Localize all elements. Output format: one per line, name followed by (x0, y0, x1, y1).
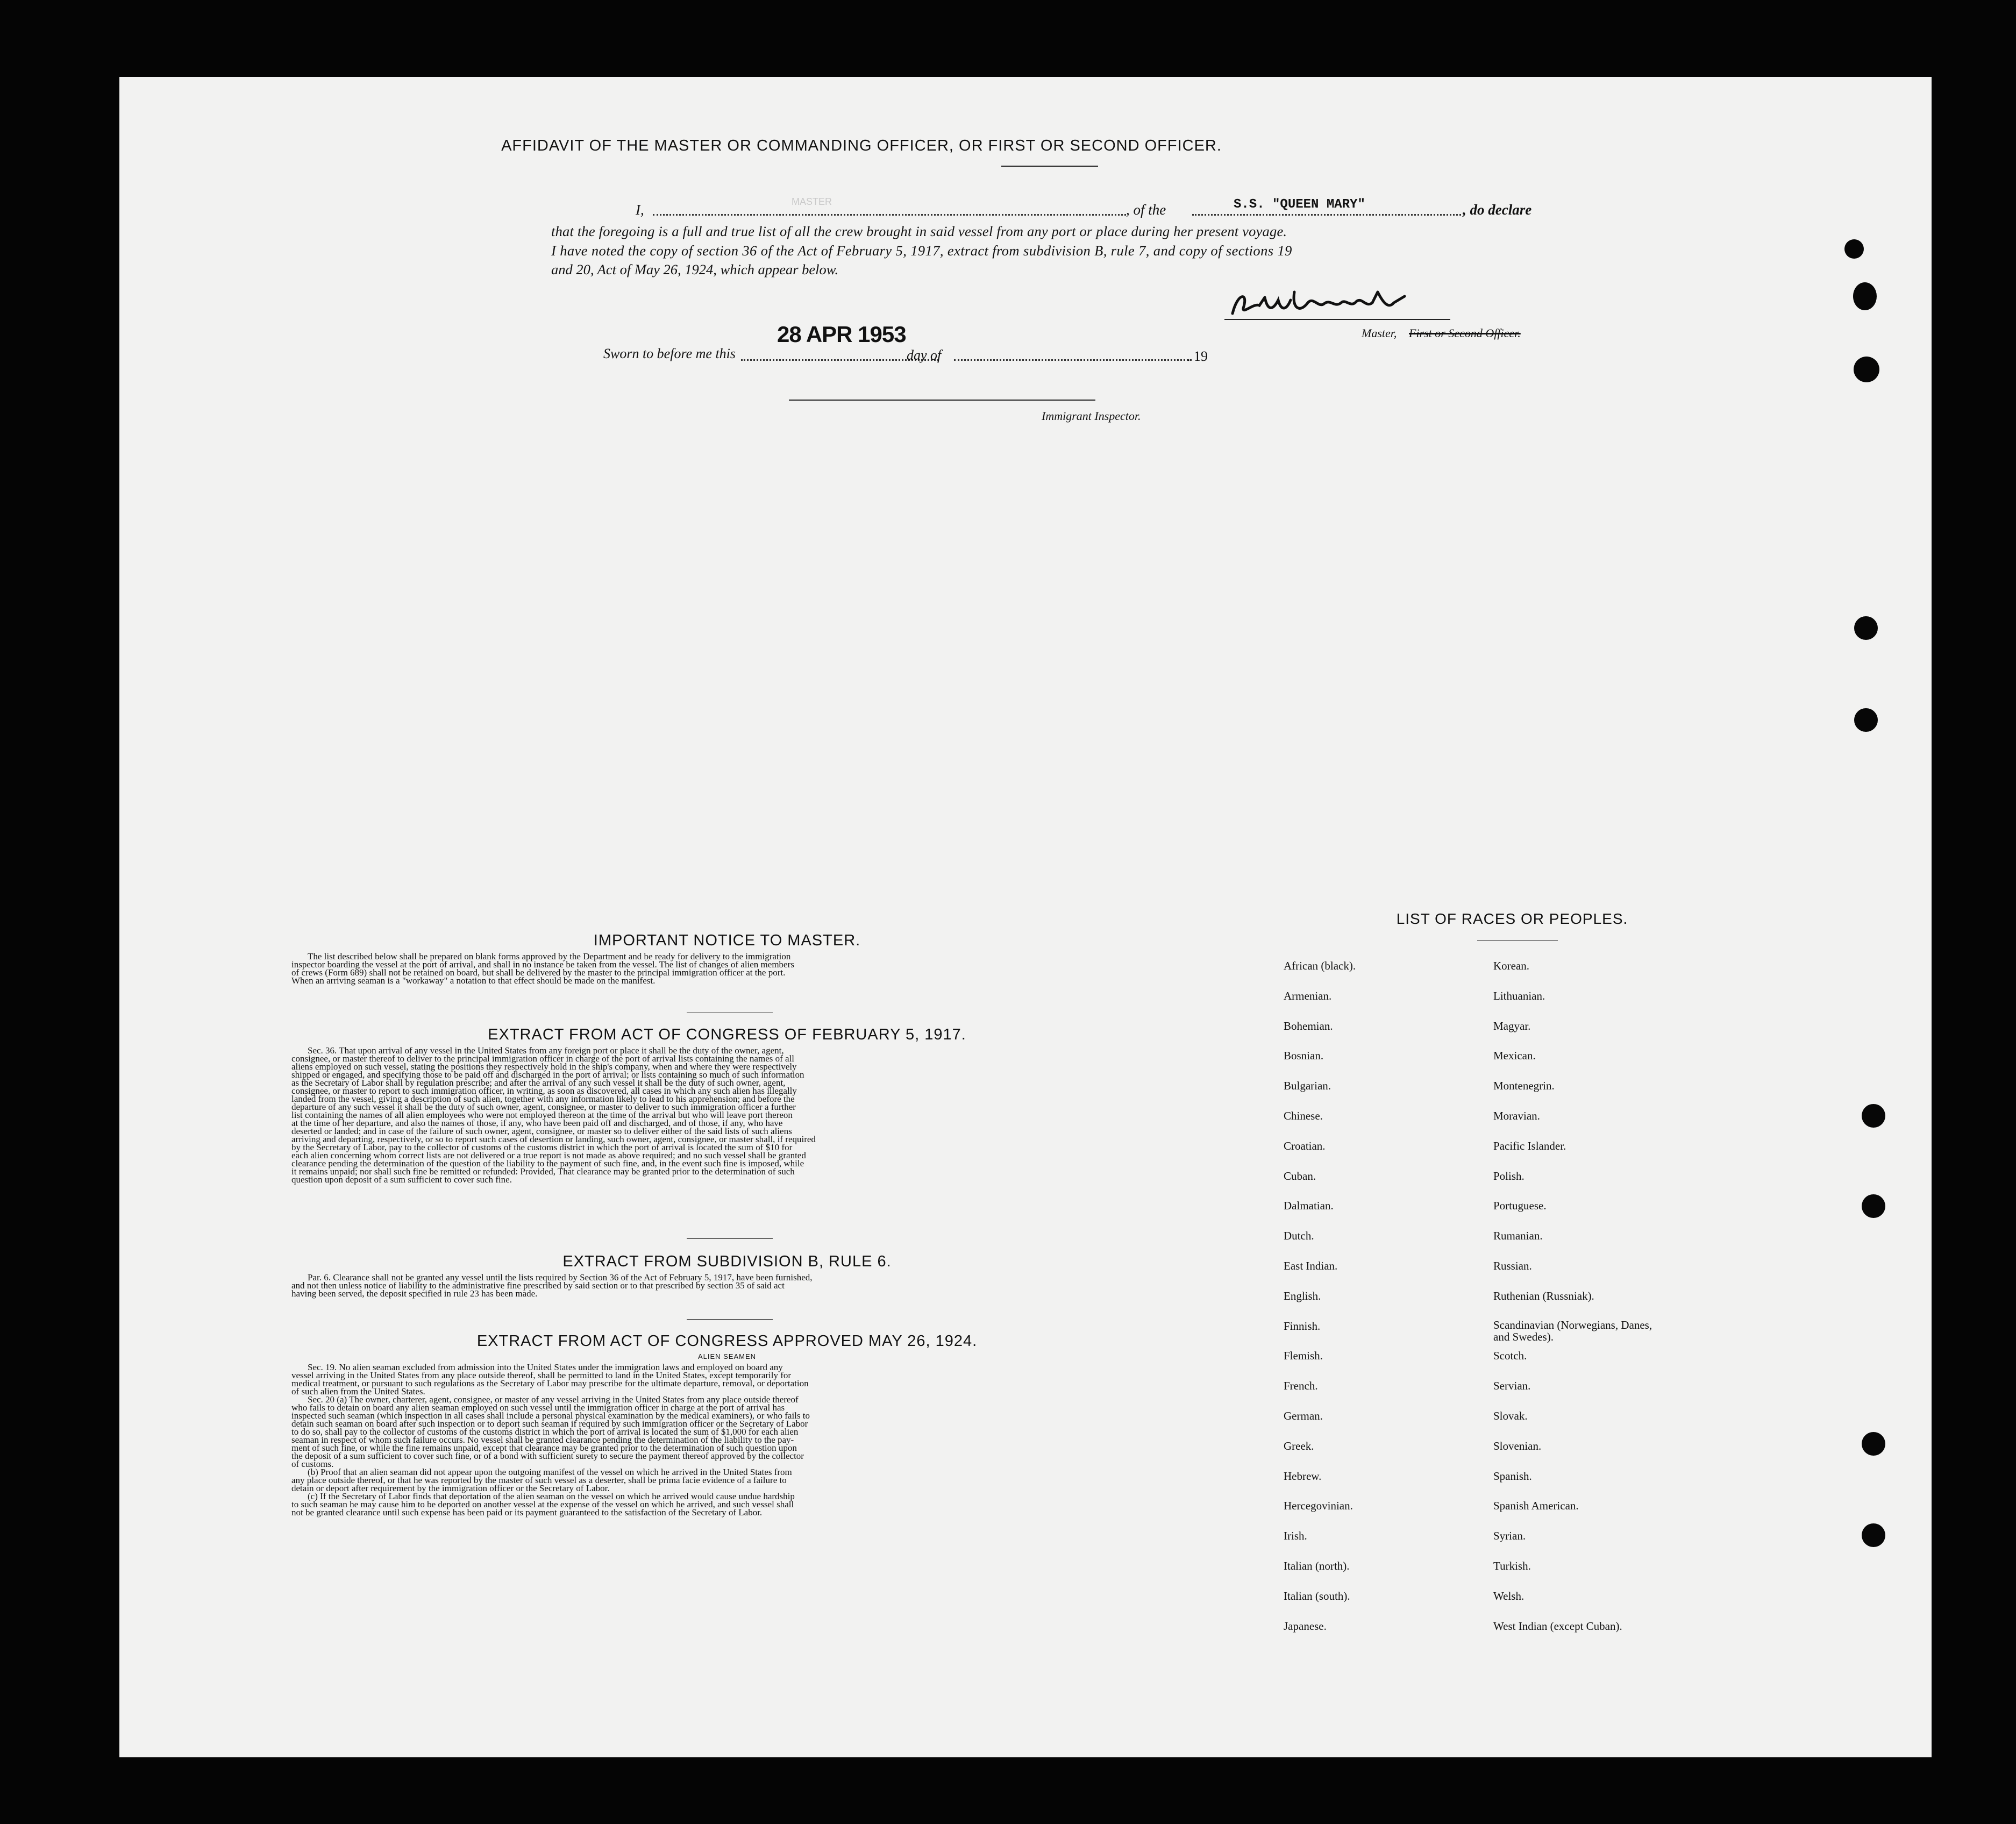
extract-1917-line: list containing the names of all alien employees who were not employed thereon at the time of the arrival but who will leave port thereon (291, 1110, 793, 1120)
name-line (653, 214, 1126, 216)
punch-hole (1853, 282, 1877, 310)
race-item: Italian (north). (1284, 1559, 1350, 1572)
extract-1924-line: (c) If the Secretary of Labor finds that deportation of the alien seaman on the vessel on which he arrived would cause undue hardship (308, 1491, 795, 1501)
extract-1924-line: to do so, shall pay to the collector of customs of the customs district in which the port of arrival is located the sum of $1,000 for each alien (291, 1427, 799, 1437)
extract-1924-line: inspected such seaman (which inspection in all cases shall include a personal physical examination by the medical examiners), or who fails to (291, 1410, 810, 1421)
name-value: MASTER (792, 196, 832, 207)
extract-1917-line: deserted or landed; and in case of the failure of such owner, agent, consignee, or master so to deliver either of the said lists of such aliens (291, 1126, 792, 1136)
race-item: Russian. (1493, 1259, 1532, 1272)
race-item: East Indian. (1284, 1259, 1338, 1272)
race-item: Bohemian. (1284, 1019, 1333, 1032)
vessel-line (1192, 214, 1461, 216)
extract-1917-line: shipped or engaged, and specifying those to be paid off and discharged in the port of arrival; or lists containing so much of such information (291, 1070, 804, 1080)
notice-line: of crews (Form 689) shall not be retained on board, but shall be delivered by the master to the principal immigration officer at the port. (291, 967, 786, 978)
notice-title: IMPORTANT NOTICE TO MASTER. (593, 932, 861, 949)
extract-1924-line: detain or deport after requirement by the immigration officer or the Secretary of Labor. (291, 1483, 610, 1493)
race-item: Bosnian. (1284, 1049, 1324, 1063)
master-signature (1227, 281, 1421, 324)
race-item: African (black). (1284, 959, 1356, 972)
extract-1924-line: (b) Proof that an alien seaman did not appear upon the outgoing manifest of the vessel on which he arrived in the United States from (308, 1467, 792, 1477)
extract-1924-line: ment of such fine, or while the fine remains unpaid, except that clearance may be granted prior to the determination of such question upon (291, 1443, 797, 1453)
notice-line: When an arriving seaman is a "workaway" a notation to that effect should be made on the manifest. (291, 975, 656, 986)
race-item: English. (1284, 1289, 1321, 1302)
struck-officer-label: First or Second Officer. (1409, 326, 1521, 340)
extract-1924-line: medical treatment, or pursuant to such regulations as the Secretary of Labor may prescribe for the ultimate departure, removal, or deportation (291, 1378, 809, 1388)
races-right-column (1493, 959, 1687, 1649)
extract-1924-line: the deposit of a sum sufficient to cover such fine, or of a bond with sufficient surety to secure the payment thereof approved by the collector (291, 1451, 804, 1461)
subdivision-b-text (291, 1273, 1157, 1298)
extract-1924-line: of such alien from the United States. (291, 1386, 425, 1396)
race-item: Pacific Islander. (1493, 1139, 1566, 1152)
extract-1924-line: seaman in respect of whom such failure occurs. No vessel shall be granted clearance pending the determination of the liability to the pay- (291, 1435, 794, 1445)
extract-1917-line: arriving and departing, respectively, or so to report such cases of desertion or landing, such owner, agent, consignee, or master shall, if required (291, 1134, 816, 1144)
extract-1917-text (291, 1046, 1157, 1184)
extract-1924-line: of customs. (291, 1459, 334, 1469)
extract-1924-line: to such seaman he may cause him to be deported on another vessel at the expense of the vessel on which he arrived, and such vessel shall (291, 1499, 794, 1509)
subdivision-b-title: EXTRACT FROM SUBDIVISION B, RULE 6. (562, 1253, 892, 1270)
extract-1924-line: vessel arriving in the United States from any place outside thereof, shall be permitted to land in the United States, except temporarily for (291, 1370, 792, 1380)
subdivision-b-line: Par. 6. Clearance shall not be granted any vessel until the lists required by Section 36 of the Act of February 5, 1917, have been furnished, (308, 1272, 813, 1282)
punch-hole (1862, 1432, 1885, 1456)
extract-1917-line: consignee, or master thereof to deliver to the principal immigration officer in charge of the port of arrival lists containing the names of all (291, 1053, 795, 1064)
extract-1924-line: any place outside thereof, or that he was reported by the master of such vessel as a deserter, shall be prima facie evidence of a failure to (291, 1475, 787, 1485)
punch-hole (1862, 1523, 1885, 1547)
punch-hole (1854, 616, 1878, 640)
date-stamp: 28 APR 1953 (777, 322, 906, 347)
race-item: Slovenian. (1493, 1439, 1542, 1452)
race-item: Ruthenian (Russniak). (1493, 1289, 1594, 1302)
race-item: Magyar. (1493, 1019, 1531, 1032)
races-left-column (1284, 959, 1488, 1649)
race-item: West Indian (except Cuban). (1493, 1619, 1622, 1633)
race-item: Armenian. (1284, 989, 1332, 1002)
races-title: LIST OF RACES OR PEOPLES. (1396, 910, 1628, 927)
master-label: Master, (1362, 326, 1397, 340)
race-item: Dalmatian. (1284, 1199, 1334, 1213)
document-page (119, 77, 1932, 1757)
subdivision-b-line: and not then unless notice of liability to the administrative fine prescribed by said section or to that prescribed by section 35 of said act (291, 1280, 785, 1291)
race-item: Italian (south). (1284, 1589, 1350, 1602)
affidavit-i-label: I, (636, 202, 644, 218)
declaration-line-2: that the foregoing is a full and true list of all the crew brought in said vessel from any port or place during her present voyage. (551, 223, 1287, 239)
title-underline (1001, 166, 1098, 167)
race-item: Moravian. (1493, 1109, 1540, 1122)
race-item: Scandinavian (Norwegians, Danes, and Swedes). (1493, 1318, 1652, 1343)
day-of-label: day of (907, 347, 942, 363)
extract-1917-line: each alien concerning whom correct lists are not delivered or a true report is not made as above required; and no such vessel shall be granted (291, 1150, 806, 1160)
extract-1924-line: Sec. 19. No alien seaman excluded from admission into the United States under the immigration laws and employed on board any (308, 1362, 783, 1372)
race-item: Japanese. (1284, 1619, 1327, 1633)
race-item: Hebrew. (1284, 1469, 1322, 1483)
notice-line: inspector boarding the vessel at the port of arrival, and shall in no instance be taken from the vessel. The list of changes of alien members (291, 959, 794, 970)
extract-1917-line: departure of any such vessel it shall be the duty of such owner, agent, consignee, or master to deliver to such immigration officer a further (291, 1102, 796, 1112)
race-item: Scotch. (1493, 1349, 1527, 1363)
race-item: Dutch. (1284, 1229, 1314, 1243)
inspector-signature-line (789, 400, 1095, 401)
punch-hole (1854, 357, 1879, 382)
of-the-label: , of the (1126, 202, 1166, 218)
race-item: French. (1284, 1379, 1318, 1393)
race-item: Rumanian. (1493, 1229, 1543, 1243)
race-item: Cuban. (1284, 1169, 1316, 1182)
race-item: Croatian. (1284, 1139, 1326, 1152)
extract-1917-title: EXTRACT FROM ACT OF CONGRESS OF FEBRUARY 5, 1917. (488, 1026, 966, 1043)
notice-line: The list described below shall be prepared on blank forms approved by the Department and be ready for delivery to the immigration (308, 951, 791, 961)
race-item: Spanish American. (1493, 1499, 1579, 1513)
race-item: Finnish. (1284, 1319, 1321, 1333)
race-item: Korean. (1493, 959, 1530, 972)
do-declare-label: , do declare (1463, 202, 1532, 218)
extract-1924-text (291, 1363, 1157, 1516)
divider (687, 1319, 773, 1320)
affidavit-title: AFFIDAVIT OF THE MASTER OR COMMANDING OFFICER, OR FIRST OR SECOND OFFICER. (501, 137, 1222, 154)
race-item: Turkish. (1493, 1559, 1531, 1572)
race-item: Mexican. (1493, 1049, 1536, 1063)
subdivision-b-line: having been served, the deposit specified in rule 23 has been made. (291, 1288, 538, 1299)
extract-1917-line: clearance pending the determination of the question of the liability to the payment of such fine, and, in the event such fine is imposed, while (291, 1158, 804, 1168)
extract-1924-title: EXTRACT FROM ACT OF CONGRESS APPROVED MAY 26, 1924. (476, 1333, 978, 1350)
extract-1917-line: as the Secretary of Labor shall by regulation prescribe; and after the arrival of any such vessel it shall be the duty of such owner, agent, (291, 1078, 786, 1088)
extract-1917-line: it remains unpaid; nor shall such fine be remitted or refunded: Provided, That clearance may be granted prior to the determination of such (291, 1166, 795, 1177)
race-item: Portuguese. (1493, 1199, 1547, 1213)
race-item: Welsh. (1493, 1589, 1525, 1602)
race-item: Servian. (1493, 1379, 1531, 1393)
declaration-line-3: I have noted the copy of section 36 of the Act of February 5, 1917, extract from subdivision B, rule 7, and copy of sections 19 (551, 243, 1292, 259)
punch-hole (1854, 708, 1878, 732)
race-item: Montenegrin. (1493, 1079, 1555, 1093)
extract-1917-line: Sec. 36. That upon arrival of any vessel in the United States from any foreign port or place it shall be the duty of the owner, agent, (308, 1045, 784, 1056)
declaration-line-4: and 20, Act of May 26, 1924, which appear below. (551, 261, 839, 277)
extract-1917-line: consignee, or master to report to such immigration officer, in writing, as soon as discovered, all cases in which any such alien has illegally (291, 1086, 797, 1096)
extract-1917-line: at the time of her departure, and also the names of those, if any, who have been paid off and discharged, and of those, if any, who have (291, 1118, 783, 1128)
race-item: Greek. (1284, 1439, 1314, 1452)
punch-hole (1862, 1194, 1885, 1218)
race-item: Bulgarian. (1284, 1079, 1331, 1093)
extract-1917-line: aliens employed on such vessel, stating the positions they respectively hold in the ship's company, when and where they were respectively (291, 1061, 797, 1072)
race-item: Slovak. (1493, 1409, 1528, 1422)
extract-1917-line: by the Secretary of Labor, pay to the collector of customs of the customs district in which the port of arrival is located the sum of $10 for (291, 1142, 793, 1152)
punch-hole (1844, 239, 1864, 259)
sworn-month-line (954, 359, 1192, 361)
race-item: Syrian. (1493, 1529, 1526, 1543)
race-item: Lithuanian. (1493, 989, 1545, 1002)
extract-1924-line: detain such seaman on board after such inspection or to deport such seaman if required by such immigration officer or the Secretary of Labor (291, 1419, 808, 1429)
race-item: Polish. (1493, 1169, 1525, 1182)
notice-text (291, 952, 1157, 985)
punch-hole (1862, 1104, 1885, 1128)
extract-1924-line: who fails to detain on board any alien seaman employed on such vessel until the immigration officer in charge at the port of arrival has (291, 1402, 785, 1413)
extract-1924-line: not be granted clearance until such expense has been paid or its payment guaranteed to the satisfaction of the Secretary of Labor. (291, 1507, 763, 1517)
race-item: Flemish. (1284, 1349, 1323, 1363)
extract-1917-line: question upon deposit of a sum sufficient to cover such fine. (291, 1174, 512, 1185)
race-item: Hercegovinian. (1284, 1499, 1353, 1513)
extract-1924-subtitle: ALIEN SEAMEN (697, 1352, 757, 1360)
divider (687, 1238, 773, 1239)
signature-line (1224, 319, 1450, 320)
vessel-name: S.S. "QUEEN MARY" (1234, 197, 1365, 212)
year-prefix: . 19 (1187, 348, 1208, 364)
extract-1924-line: Sec. 20 (a) The owner, charterer, agent, consignee, or master of any vessel arriving in the United States from any place outside thereof (308, 1394, 799, 1405)
inspector-label: Immigrant Inspector. (1042, 409, 1141, 423)
race-item: Irish. (1284, 1529, 1307, 1543)
race-item: Chinese. (1284, 1109, 1323, 1122)
race-item: Spanish. (1493, 1469, 1532, 1483)
race-item: German. (1284, 1409, 1323, 1422)
extract-1917-line: landed from the vessel, giving a description of such alien, together with any information likely to lead to his apprehension; and before the (291, 1094, 795, 1104)
sworn-label: Sworn to before me this (603, 346, 736, 361)
